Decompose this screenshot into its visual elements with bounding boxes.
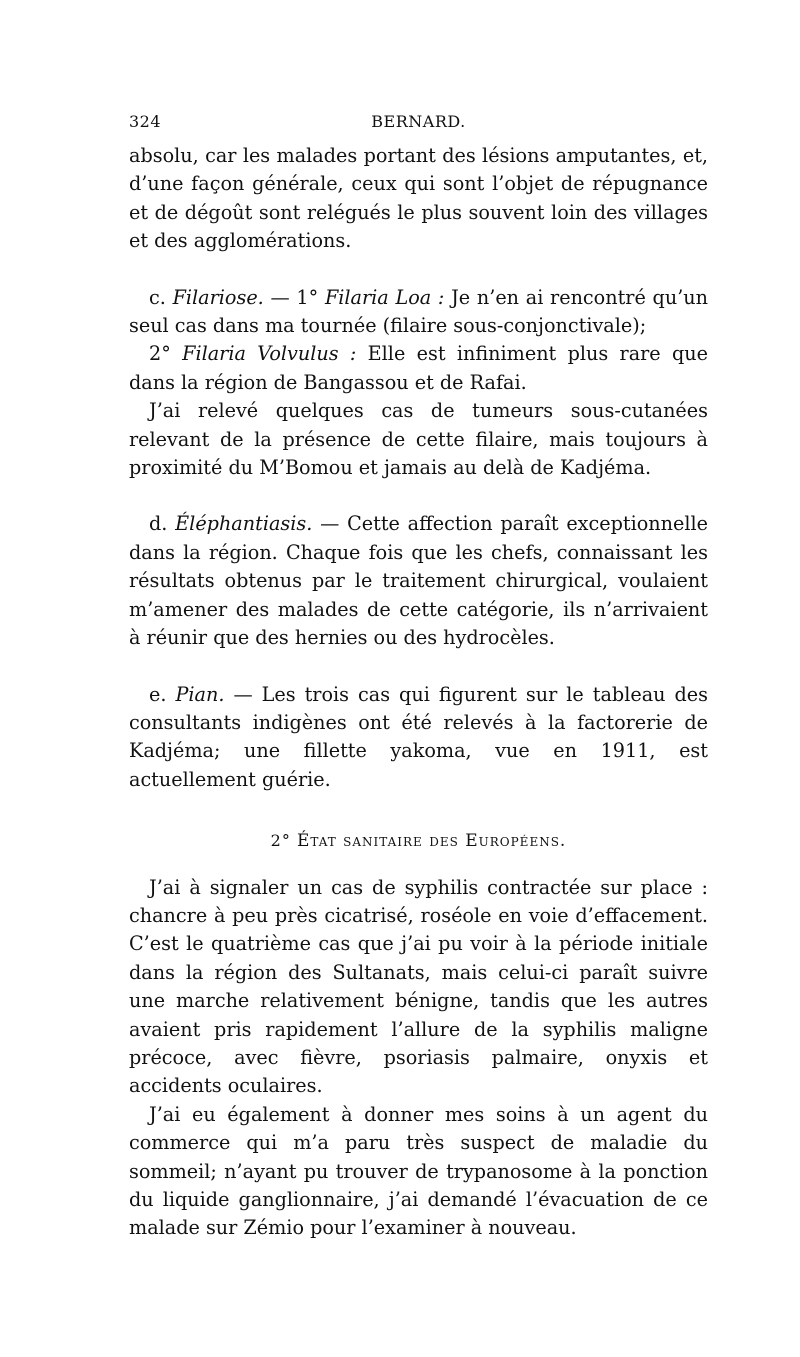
- item-dash: — 1°: [263, 285, 319, 309]
- item-title: Éléphantiasis.: [175, 512, 313, 536]
- item-number: 2°: [149, 342, 171, 366]
- paragraph-pian: [129, 681, 708, 795]
- section-title: État sanitaire des Européens.: [296, 831, 567, 852]
- item-text: — Les trois cas qui figurent sur le tableau des consultants indigènes ont été relevés à la factorerie de Kadjéma; une fillette yakoma, vue en 1911, est actuellement guérie.: [129, 682, 708, 791]
- item-text: Je n’en ai rencontré qu’un seul cas dans ma tournée (filaire sous-conjonctivale);: [129, 285, 709, 338]
- item-letter: c.: [149, 285, 166, 309]
- paragraph-volvulus: [129, 340, 708, 397]
- book-page: [0, 112, 800, 1357]
- running-head: BERNARD.: [371, 112, 466, 131]
- paragraph-lesions: absolu, car les malades portant des lésions amputantes, et, d’une façon générale, ceux qui sont l’objet de répugnance et de dégoût sont relégués le plus souvent loin des villages et des agglomérations.: [129, 144, 708, 253]
- paragraph-filariose: [129, 284, 708, 341]
- item-text: Elle est infiniment plus rare que dans la région de Bangassou et de Rafai.: [129, 342, 708, 394]
- body-text: [129, 142, 708, 1243]
- page-number: 324: [129, 112, 162, 131]
- item-letter: d.: [149, 512, 168, 536]
- page-header: [129, 112, 708, 140]
- item-subtitle: Filaria Loa :: [324, 285, 445, 309]
- item-letter: e.: [149, 682, 167, 706]
- section-number: 2°: [270, 831, 291, 851]
- paragraph-elephantiasis: [129, 510, 708, 652]
- item-subtitle: Filaria Volvulus :: [182, 342, 357, 366]
- paragraph-agent-commerce: J’ai eu également à donner mes soins à un agent du commerce qui m’a paru très suspect de maladie du sommeil; n’ayant pu trouver de trypanosome à la ponction du liquide ganglionnaire, j’ai demandé l’évacuation de ce malade sur Zémio pour l’examiner à nouveau.: [129, 1102, 708, 1240]
- paragraph-tumeurs: J’ai relevé quelques cas de tumeurs sous-cutanées relevant de la présence de cette filaire, mais toujours à proximité du M’Bomou et jamais au delà de Kadjéma.: [129, 399, 708, 480]
- item-text: — Cette affection paraît exceptionnelle dans la région. Chaque fois que les chefs, connaissant les résultats obtenus par le traitement chirurgical, voulaient m’amener des malades de cette catégorie, ils n’arrivaient à réunir que des hernies ou des hydrocèles.: [129, 512, 708, 650]
- item-title: Pian.: [175, 682, 225, 706]
- paragraph-syphilis: J’ai à signaler un cas de syphilis contractée sur place : chancre à peu près cicatrisé, roséole en voie d’effacement. C’est le quatrième cas que j’ai pu voir à la période initiale dans la région des Sultanats, mais celui-ci paraît suivre une marche relativement bénigne, tandis que les autres avaient pris rapidement l’allure de la syphilis maligne précoce, avec fièvre, psoriasis palmaire, onyxis et accidents oculaires.: [129, 875, 708, 1098]
- item-title: Filariose.: [172, 285, 264, 309]
- section-heading: [129, 827, 708, 855]
